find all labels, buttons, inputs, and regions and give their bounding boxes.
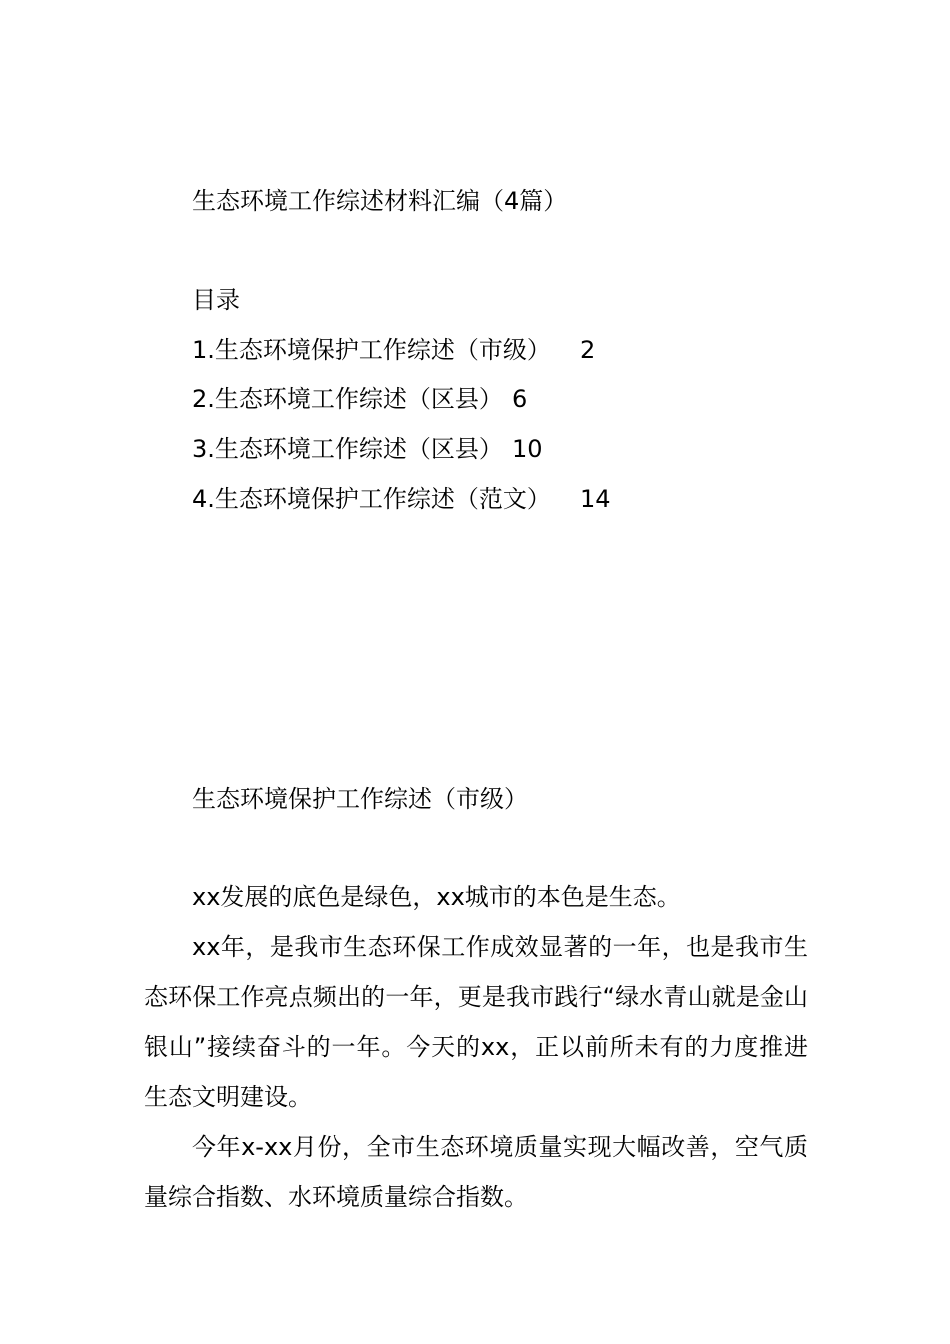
- toc-item-page: 2: [580, 336, 596, 364]
- body-paragraph: xx年，是我市生态环保工作成效显著的一年，也是我市生态环保工作亮点频出的一年，更是我市践行“绿水青山就是金山银山”接续奋斗的一年。今天的xx，正以前所未有的力度推进生态文明建设。: [144, 933, 808, 1111]
- toc-item[interactable]: [192, 434, 792, 464]
- section-title: 生态环境保护工作综述（市级）: [192, 785, 528, 813]
- toc-item-label: 4.生态环境保护工作综述（范文）: [192, 485, 551, 513]
- toc-item[interactable]: [192, 384, 792, 414]
- body-paragraph: xx发展的底色是绿色，xx城市的本色是生态。: [192, 883, 681, 911]
- toc-item-page: 10: [512, 435, 543, 463]
- toc-item-page: 6: [512, 385, 528, 413]
- toc-heading: 目录: [192, 286, 240, 314]
- toc-item-label: 2.生态环境工作综述（区县）: [192, 385, 503, 413]
- toc-item-page: 14: [580, 485, 611, 513]
- toc-item-label: 3.生态环境工作综述（区县）: [192, 435, 503, 463]
- body-paragraph: 今年x-xx月份，全市生态环境质量实现大幅改善，空气质量综合指数、水环境质量综合指数。: [144, 1133, 808, 1211]
- document-title: 生态环境工作综述材料汇编（4篇）: [192, 187, 568, 215]
- toc-item-label: 1.生态环境保护工作综述（市级）: [192, 336, 551, 364]
- toc-item[interactable]: [192, 335, 792, 365]
- toc-item[interactable]: [192, 484, 792, 514]
